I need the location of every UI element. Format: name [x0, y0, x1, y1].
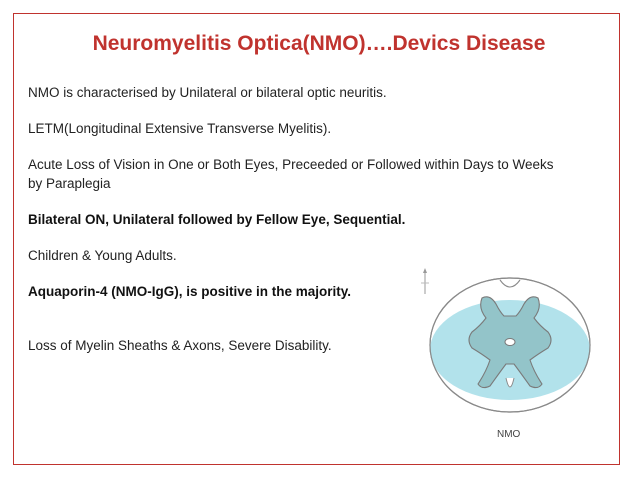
figure-caption: NMO — [497, 429, 521, 440]
text-line-letm: LETM(Longitudinal Extensive Transverse Myelitis). — [28, 121, 332, 136]
text-line-paraplegia: by Paraplegia — [28, 176, 111, 191]
text-line-bilateral-on: Bilateral ON, Unilateral followed by Fellow Eye, Sequential. — [28, 212, 406, 227]
spinal-cord-cross-section-illustration — [420, 260, 610, 450]
slide-title: Neuromyelitis Optica(NMO)….Devics Disease — [92, 32, 546, 55]
text-line-myelin-loss: Loss of Myelin Sheaths & Axons, Severe Disability. — [28, 338, 332, 353]
text-line-nmo-definition: NMO is characterised by Unilateral or bilateral optic neuritis. — [28, 85, 387, 100]
text-line-children: Children & Young Adults. — [28, 248, 177, 263]
text-line-acute-loss: Acute Loss of Vision in One or Both Eyes, Preceeded or Followed within Days to Weeks — [28, 157, 554, 172]
text-line-aquaporin: Aquaporin-4 (NMO-IgG), is positive in the majority. — [28, 284, 352, 299]
orientation-marker-icon — [421, 268, 429, 294]
